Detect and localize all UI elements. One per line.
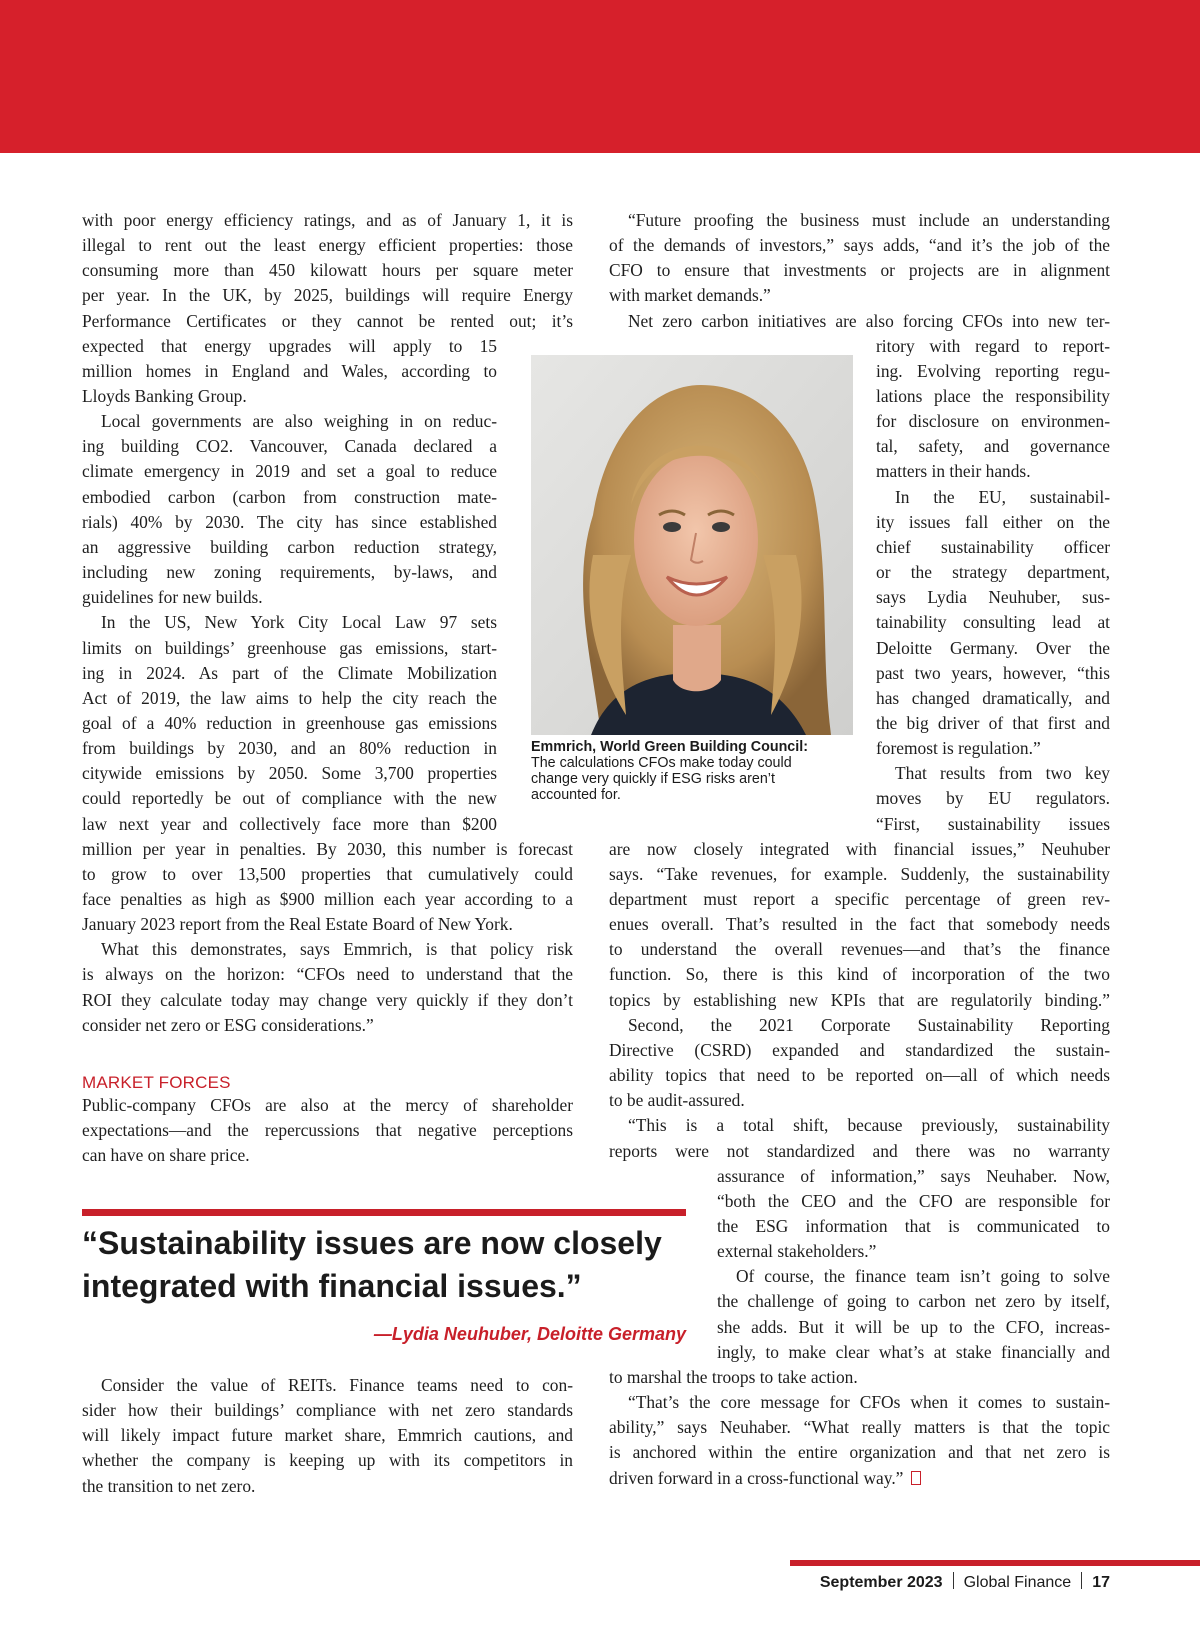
body-text-line: expected that energy upgrades will apply to 15	[82, 336, 497, 356]
body-text-line: ity issues fall either on the	[876, 512, 1110, 532]
body-text-line: with market demands.”	[609, 285, 771, 305]
body-text-line: law next year and collectively face more than $200	[82, 814, 497, 834]
section-text-line: can have on share price.	[82, 1145, 250, 1165]
pull-quote-line: “Sustainability issues are now closely	[82, 1225, 662, 1261]
body-text-line: has changed dramatically, and	[876, 688, 1110, 708]
body-text-line: the challenge of going to carbon net zero by itself,	[717, 1291, 1110, 1311]
body-text-line: from buildings by 2030, and an 80% reduction in	[82, 738, 497, 758]
section-text-line: Public-company CFOs are also at the mercy of shareholder	[82, 1095, 573, 1115]
body-text-line: enues overall. That’s resulted in the fact that somebody needs	[609, 914, 1110, 934]
body-text-line: “both the CEO and the CFO are responsible for	[717, 1191, 1110, 1211]
body-text-line: to grow to over 13,500 properties that cumulatively could	[82, 864, 573, 884]
footer-separator	[953, 1572, 954, 1589]
body-text-line: In the EU, sustainabil-	[895, 487, 1110, 507]
issue-date: September 2023	[819, 1574, 943, 1591]
body-text-line: moves by EU regulators.	[876, 788, 1110, 808]
body-text-line: she adds. But it will be up to the CFO, increas-	[717, 1317, 1110, 1337]
body-text-line: says. “Take revenues, for example. Suddenly, the sustainability	[609, 864, 1110, 884]
portrait-photo	[531, 355, 853, 735]
body-text-line: of the demands of investors,” says adds, “and it’s the job of the	[609, 235, 1110, 255]
body-text-line: Consider the value of REITs. Finance teams need to con-	[101, 1375, 573, 1395]
body-text-line: sider how their buildings’ compliance with net zero standards	[82, 1400, 573, 1420]
body-text-line: are now closely integrated with financial issues,” Neuhuber	[609, 839, 1110, 859]
body-text-line: topics by establishing new KPIs that are regulatorily binding.”	[609, 990, 1110, 1010]
body-text-line: per year. In the UK, by 2025, buildings will require Energy	[82, 285, 573, 305]
body-text-line: external stakeholders.”	[717, 1241, 877, 1261]
publication-name: Global Finance	[963, 1574, 1072, 1591]
body-text-line: That results from two key	[895, 763, 1110, 783]
section-heading: MARKET FORCES	[82, 1073, 231, 1092]
body-text-line: “Future proofing the business must include an understanding	[628, 210, 1110, 230]
body-text-line: In the US, New York City Local Law 97 sets	[101, 612, 497, 632]
body-text-line: the transition to net zero.	[82, 1476, 256, 1496]
body-text-line: could reportedly be out of compliance with the new	[82, 788, 497, 808]
body-text-line: ROI they calculate today may change very quickly if they don’t	[82, 990, 573, 1010]
body-text-line: the big driver of that first and	[876, 713, 1110, 733]
page-number: 17	[1092, 1574, 1110, 1591]
body-text-line: Second, the 2021 Corporate Sustainability Reporting	[628, 1015, 1110, 1035]
body-text-line: ritory with regard to report-	[876, 336, 1110, 356]
body-text-line: citywide emissions by 2050. Some 3,700 properties	[82, 763, 497, 783]
body-text-line: matters in their hands.	[876, 461, 1031, 481]
body-text-line: “First, sustainability issues	[876, 814, 1110, 834]
body-text-line: ing building CO2. Vancouver, Canada declared a	[82, 436, 497, 456]
body-text-line: tainability consulting lead at	[876, 612, 1110, 632]
body-text-line: consider net zero or ESG considerations.”	[82, 1015, 374, 1035]
body-text-line: department must report a specific percentage of green rev-	[609, 889, 1110, 909]
body-text-line: Lloyds Banking Group.	[82, 386, 247, 406]
body-text-line: is anchored within the entire organization and that net zero is	[609, 1442, 1110, 1462]
body-text-line: driven forward in a cross-functional way.”	[609, 1466, 1110, 1491]
body-text-line: assurance of information,” says Neuhaber. Now,	[717, 1166, 1110, 1186]
pull-quote-rule	[82, 1209, 686, 1216]
photo-caption-line: change very quickly if ESG risks aren’t	[531, 771, 775, 787]
section-text-line: expectations—and the repercussions that negative perceptions	[82, 1120, 573, 1140]
body-text-line: “That’s the core message for CFOs when it comes to sustain-	[628, 1392, 1110, 1412]
body-text-line: to marshal the troops to take action.	[609, 1367, 858, 1387]
body-text-line: embodied carbon (carbon from construction mate-	[82, 487, 497, 507]
pull-quote-attribution: —Lydia Neuhuber, Deloitte Germany	[373, 1324, 686, 1344]
body-text-line: What this demonstrates, says Emmrich, is that policy risk	[101, 939, 573, 959]
body-text-line: is always on the horizon: “CFOs need to understand that the	[82, 964, 573, 984]
pull-quote-line: integrated with financial issues.”	[82, 1268, 582, 1304]
body-text-line: ing. Evolving reporting regu-	[876, 361, 1110, 381]
body-text-line: Performance Certificates or they cannot be rented out; it’s	[82, 311, 573, 331]
body-text-line: rials) 40% by 2030. The city has since established	[82, 512, 497, 532]
body-text-line: Of course, the finance team isn’t going to solve	[736, 1266, 1110, 1286]
body-text-line: will likely impact future market share, Emmrich cautions, and	[82, 1425, 573, 1445]
body-text-line: chief sustainability officer	[876, 537, 1110, 557]
body-text-line: consuming more than 450 kilowatt hours per square meter	[82, 260, 573, 280]
body-text-line: illegal to rent out the least energy efficient properties: those	[82, 235, 573, 255]
footer-separator	[1081, 1572, 1082, 1589]
body-text-line: Directive (CSRD) expanded and standardized the sustain-	[609, 1040, 1110, 1060]
body-text-line: an aggressive building carbon reduction strategy,	[82, 537, 497, 557]
body-text-line: ingly, to make clear what’s at stake financially and	[717, 1342, 1110, 1362]
body-text-line: Net zero carbon initiatives are also forcing CFOs into new ter-	[628, 311, 1110, 331]
photo-caption-line: accounted for.	[531, 787, 621, 803]
body-text-line: ability,” says Neuhaber. “What really matters is that the topic	[609, 1417, 1110, 1437]
body-text-line: says Lydia Neuhuber, sus-	[876, 587, 1110, 607]
footer-rule	[790, 1560, 1200, 1566]
body-text-line: face penalties as high as $900 million each year according to a	[82, 889, 573, 909]
body-text-line: including new zoning requirements, by-laws, and	[82, 562, 497, 582]
body-text-line: million homes in England and Wales, according to	[82, 361, 497, 381]
body-text-line: limits on buildings’ greenhouse gas emissions, start-	[82, 638, 497, 658]
body-text-line: guidelines for new builds.	[82, 587, 263, 607]
body-text-line: Deloitte Germany. Over the	[876, 638, 1110, 658]
body-text-line: tal, safety, and governance	[876, 436, 1110, 456]
end-mark-icon	[911, 1471, 921, 1485]
body-text-line: January 2023 report from the Real Estate Board of New York.	[82, 914, 513, 934]
body-text-line: ing in 2024. As part of the Climate Mobilization	[82, 663, 497, 683]
body-text-line: Act of 2019, the law aims to help the city reach the	[82, 688, 497, 708]
portrait-illustration	[531, 355, 853, 735]
body-text-line: million per year in penalties. By 2030, this number is forecast	[82, 839, 573, 859]
body-text-line: reports were not standardized and there was no warranty	[609, 1141, 1110, 1161]
photo-caption-line: The calculations CFOs make today could	[531, 755, 792, 771]
page-footer	[820, 1571, 1110, 1595]
body-text-line: ability topics that need to be reported on—all of which needs	[609, 1065, 1110, 1085]
header-red-band	[0, 0, 1200, 153]
body-text-line: to be audit-assured.	[609, 1090, 745, 1110]
body-text-line: Local governments are also weighing in on reduc-	[101, 411, 497, 431]
body-text-line: goal of a 40% reduction in greenhouse gas emissions	[82, 713, 497, 733]
body-text-line: for disclosure on environmen-	[876, 411, 1110, 431]
body-text-line: lations place the responsibility	[876, 386, 1110, 406]
body-text-line: or the strategy department,	[876, 562, 1110, 582]
photo-caption-title: Emmrich, World Green Building Council:	[531, 739, 808, 755]
body-text-line: with poor energy efficiency ratings, and as of January 1, it is	[82, 210, 573, 230]
body-text-line: CFO to ensure that investments or projects are in alignment	[609, 260, 1110, 280]
body-text-line: climate emergency in 2019 and set a goal to reduce	[82, 461, 497, 481]
body-text-line: to understand the overall revenues—and that’s the finance	[609, 939, 1110, 959]
body-text-line: the ESG information that is communicated to	[717, 1216, 1110, 1236]
body-text-line: whether the company is keeping up with its competitors in	[82, 1450, 573, 1470]
body-text-line: past two years, however, “this	[876, 663, 1110, 683]
body-text-line: “This is a total shift, because previously, sustainability	[628, 1115, 1110, 1135]
body-text-line: foremost is regulation.”	[876, 738, 1041, 758]
body-text-line: function. So, there is this kind of incorporation of the two	[609, 964, 1110, 984]
